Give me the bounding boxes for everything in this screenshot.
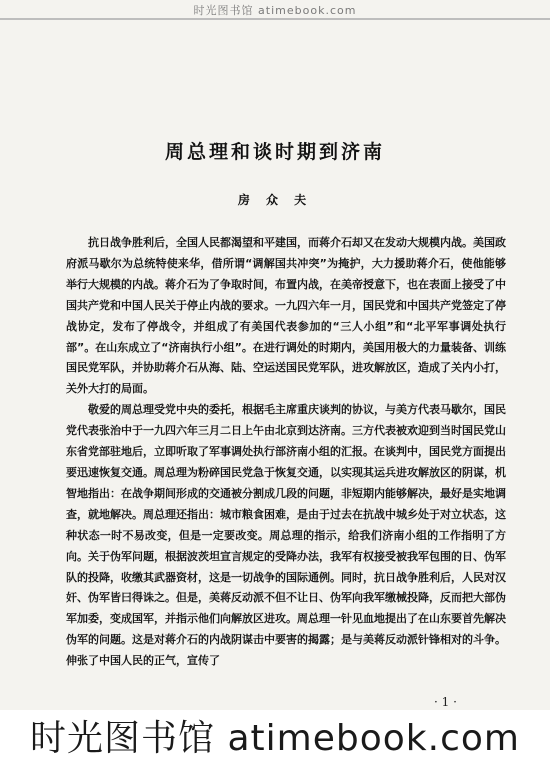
article-author: 房 众 夫 (237, 193, 313, 207)
watermark-header: 时光图书馆 atimebook.com (193, 4, 357, 17)
paragraph-2: 敬爱的周总理受党中央的委托，根据毛主席重庆谈判的协议，与美方代表马歇尔，国民党代表张治中于一九四六年三月二日上午由北京到达济南。三方代表被欢迎到当时国民党山东省党部驻地后，立即听取了军事调处执行部济南小组的汇报。在谈判中，国民党方面提出要迅速恢复交通。周总理为粉碎国民党急于恢复交通，以实现其运兵进攻解放区的阴谋，机智地指出：在战争期间形成的交通被分割成几段的问题，非短期内能够解决，最好是实地调查，就地解决。周总理还指出：城市粮食困难，是由于过去在抗战中城乡处于对立状态，这种状态一时不易改变，但是一定要改变。周总理的指示，给我们济南小组的工作指明了方向。关于伪军问题，根据波茨坦宣言规定的受降办法，我军有权接受被我军包围的日、伪军队的投降，收缴其武器资材，这是一切战争的国际通例。同时，抗日战争胜利后，人民对汉奸、伪军皆曰得诛之。但是，美蒋反动派不但不让日、伪军向我军缴械投降，反而把大部伪军加委，变成国军，并指示他们向解放区进攻。周总理一针见血地提出了在山东要首先解决伪军的问题。这是对蒋介石的内战阴谋击中要害的揭露；是与美蒋反动派针锋相对的斗争。伸张了中国人民的正气，宣传了 (66, 403, 506, 668)
page-number: · 1 · (434, 695, 457, 709)
watermark-footer: 时光图书馆 atimebook.com (0, 710, 550, 768)
paragraph-1: 抗日战争胜利后，全国人民都渴望和平建国，而蒋介石却又在发动大规模内战。美国政府派马歇尔为总统特使来华，借所谓“调解国共冲突”为掩护，大力援助蒋介石，使他能够举行大规模的内战。蒋介石为了争取时间，布置内战，在美帝授意下，也在表面上接受了中国共产党和中国人民关于停止内战的要求。一九四六年一月，国民党和中国共产党签定了停战协定，发布了停战令，并组成了有美国代表参加的“三人小组”和“北平军事调处执行部”。在山东成立了“济南执行小组”。在进行调处的时期内，美国用极大的力量装备、训练国民党军队，并协助蒋介石从海、陆、空运送国民党军队，进攻解放区，造成了关内小打，关外大打的局面。 (66, 236, 506, 396)
header-rule (0, 18, 550, 20)
article-title: 周总理和谈时期到济南 (164, 141, 385, 163)
article-body (66, 233, 506, 672)
